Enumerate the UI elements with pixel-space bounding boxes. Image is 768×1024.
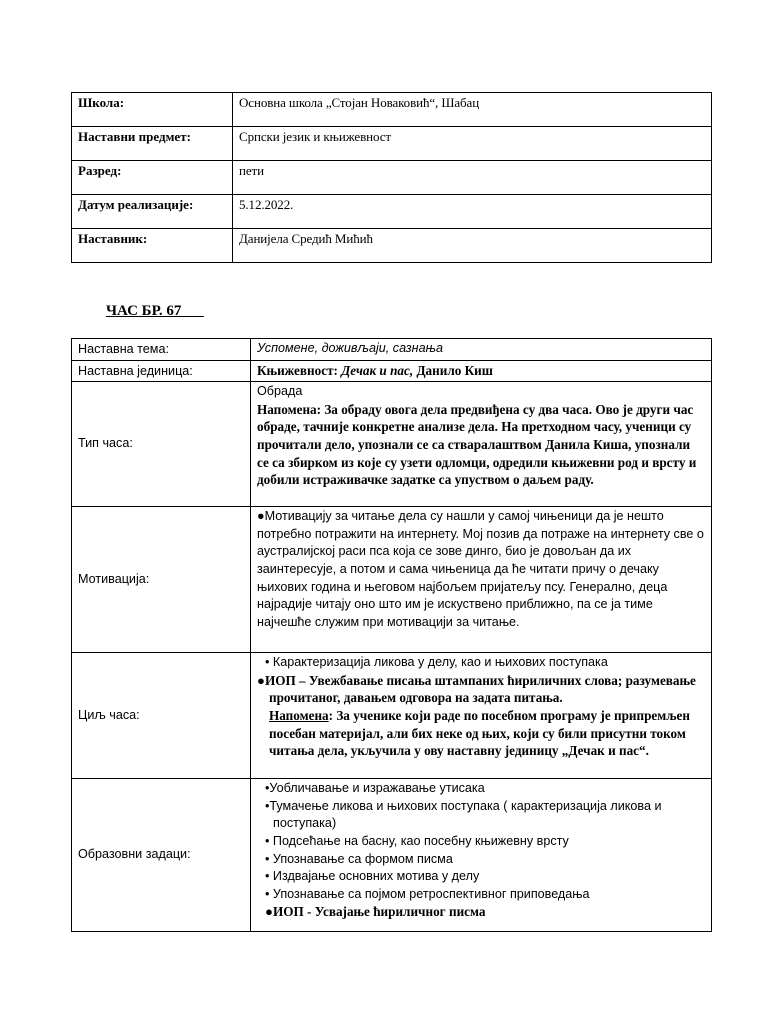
table-row [72,93,712,127]
list-item: • Подсећање на басну, као посебну књижевну врсту [265,833,569,848]
unit-label: Наставна јединица: [72,360,251,382]
topic-label: Наставна тема: [72,339,251,361]
subject-value: Српски језик и књижевност [233,127,712,161]
goal-iop: ●ИОП – Увежбавање писања штампаних ћириличних слова; разумевање прочитаног, давањем одговора на задата питања. [257,672,696,706]
table-row [72,195,712,229]
list-item: •Уобличавање и изражавање утисака [265,781,485,796]
table-row [72,507,712,653]
school-info-table [71,92,712,263]
list-item: • Издвајање основних мотива у делу [265,869,480,884]
grade-value: пети [233,161,712,195]
grade-label: Разред: [72,161,233,195]
goal-note-text: : За ученике који раде по посебном програму је припремљен посебан материјал, али бих неке од њих, који су били присутни током читања дела, укључила у ову наставну јединицу „Дечак и пас“. [269,707,691,759]
date-label: Датум реализације: [72,195,233,229]
unit-title: Дечак и пас, [341,362,414,378]
table-row [72,653,712,779]
goal-value [251,653,712,779]
lesson-number-title: ЧАС БР. 67 [106,303,204,319]
unit-prefix: Књижевност: [257,362,342,378]
table-row [72,229,712,263]
table-row [72,339,712,361]
teacher-label: Наставник: [72,229,233,263]
table-row [72,382,712,507]
lesson-type-note: За обраду овога дела предвиђена су два часа. Ово је други час обраде, тачније конкретне анализе дела. На претходном часу, ученици су прочитали дело, упознали се са стваралаштвом Данила Киша, упознали се са збирком из које су узети одломци, одредили књижевни род и врсту и добили истраживачке задатке са упуством о даљем раду. [257,401,697,488]
tasks-list [251,779,712,932]
goal-note [257,707,705,760]
list-item: •Тумачење ликова и њихових поступака ( карактеризација ликова и поступака) [265,798,662,831]
lesson-type-label: Тип часа: [72,382,251,507]
tasks-label: Образовни задаци: [72,779,251,932]
table-row [72,779,712,932]
school-label: Школа: [72,93,233,127]
goal-label: Циљ часа: [72,653,251,779]
topic-value: Успомене, доживљаји, сазнања [251,339,712,361]
teacher-value: Данијела Средић Мићић [233,229,712,263]
table-row [72,360,712,382]
lesson-type-note-label: Напомена: [257,401,322,417]
list-item: • Упознавање са формом писма [265,851,453,866]
table-row [72,161,712,195]
date-value: 5.12.2022. [233,195,712,229]
unit-author: Данило Киш [413,362,493,378]
subject-label: Наставни предмет: [72,127,233,161]
goal-item: • Карактеризација ликова у делу, као и њихових поступака [265,655,608,670]
motivation-text: ●Мотивацију за читање дела су нашли у самој чињеници да је нешто потребно потражити на интернету. Мој позив да потраже на интернету све о аустралијској раси пса која се зове динго, био је довољан да их заинтересује, а потом и сама чињеница да ће читати причу о дечаку њихових година и његовом најбољем пријатељу псу. Генерално, деца најрадије читају оно што им је искуствено приближно, па се ја тиме најчешће служим при мотивацији за читање. [251,507,712,653]
lesson-type: Обрада [257,384,303,399]
goal-note-label: Напомена [269,707,329,723]
list-item: • Упознавање са појмом ретроспективног приповедања [265,886,590,901]
motivation-label: Мотивација: [72,507,251,653]
lesson-type-value [251,382,712,507]
school-value: Основна школа „Стојан Новаковић“, Шабац [233,93,712,127]
lesson-plan-table [71,338,712,932]
table-row [72,127,712,161]
unit-value [251,360,712,382]
tasks-iop: ●ИОП - Усвајање ћириличног писма [265,904,486,920]
